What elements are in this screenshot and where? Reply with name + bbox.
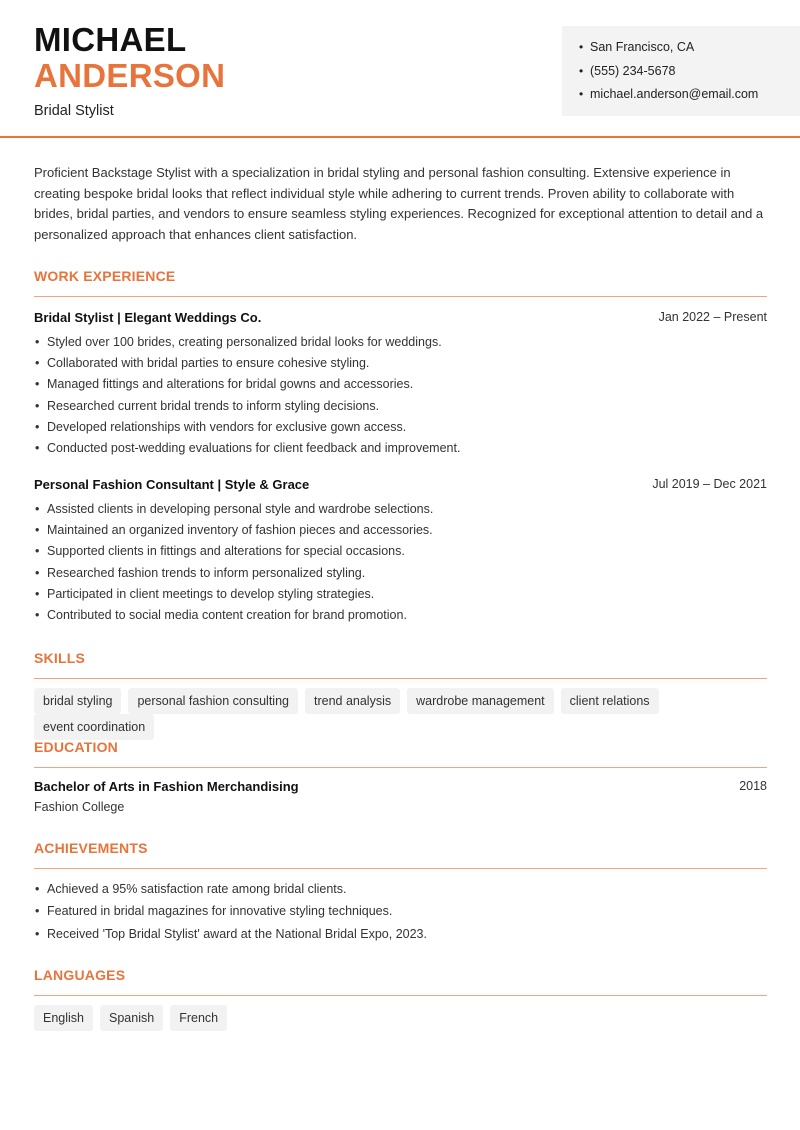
list-item: • Featured in bridal magazines for innovative styling techniques. — [34, 900, 767, 922]
education-year: 2018 — [739, 779, 767, 793]
list-item: • Maintained an organized inventory of fashion pieces and accessories. — [34, 520, 767, 541]
job-role: Bridal Stylist | Elegant Weddings Co. — [34, 310, 262, 325]
contact-box — [562, 26, 800, 116]
education-heading: EDUCATION — [34, 739, 767, 768]
list-item: • Assisted clients in developing personal style and wardrobe selections. — [34, 499, 767, 520]
skill-chip: trend analysis — [305, 688, 400, 714]
skill-chip: client relations — [561, 688, 659, 714]
job-dates: Jan 2022 – Present — [658, 310, 767, 324]
language-chip: French — [170, 1005, 227, 1031]
last-name: ANDERSON — [34, 57, 226, 94]
job-title: Bridal Stylist — [34, 103, 114, 119]
list-item: • Achieved a 95% satisfaction rate among bridal clients. — [34, 878, 767, 900]
first-name: MICHAEL — [34, 21, 187, 58]
list-item: • Developed relationships with vendors for exclusive gown access. — [34, 417, 767, 438]
list-item: • Researched fashion trends to inform personalized styling. — [34, 563, 767, 584]
list-item: • Conducted post-wedding evaluations for client feedback and improvement. — [34, 438, 767, 459]
language-chip: English — [34, 1005, 93, 1031]
contact-phone: • (555) 234-5678 — [579, 60, 800, 84]
contact-email: • michael.anderson@email.com — [579, 83, 800, 107]
list-item: • Managed fittings and alterations for bridal gowns and accessories. — [34, 374, 767, 395]
skills-heading: SKILLS — [34, 650, 767, 679]
education-school: Fashion College — [34, 800, 125, 814]
list-item: • Supported clients in fittings and alterations for special occasions. — [34, 541, 767, 562]
achievements-list — [34, 878, 767, 945]
summary-paragraph: Proficient Backstage Stylist with a specialization in bridal styling and personal fashion consulting. Extensive experience in creating bespoke bridal looks that reflect individual style while adhering to current trends. Proven ability to collaborate with brides, bridal parties, and vendors to ensure seamless styling experiences. Recognized for exceptional attention to detail and a personalized approach that enhances client satisfaction. — [34, 165, 764, 242]
skill-chip: event coordination — [34, 714, 154, 740]
job-header — [34, 310, 767, 328]
skills-list — [34, 688, 774, 734]
skill-chip: personal fashion consulting — [128, 688, 298, 714]
job-header — [34, 477, 767, 495]
list-item: • Received 'Top Bridal Stylist' award at the National Bridal Expo, 2023. — [34, 923, 767, 945]
job-bullets — [34, 499, 767, 626]
job-role: Personal Fashion Consultant | Style & Grace — [34, 477, 310, 492]
list-item: • Collaborated with bridal parties to ensure cohesive styling. — [34, 353, 767, 374]
list-item: • Styled over 100 brides, creating personalized bridal looks for weddings. — [34, 332, 767, 353]
resume-header — [0, 0, 800, 138]
list-item: • Contributed to social media content creation for brand promotion. — [34, 605, 767, 626]
achievements-heading: ACHIEVEMENTS — [34, 840, 767, 869]
languages-list — [34, 1005, 774, 1031]
language-chip: Spanish — [100, 1005, 163, 1031]
name-block — [34, 22, 225, 119]
skill-chip: wardrobe management — [407, 688, 554, 714]
job-dates: Jul 2019 – Dec 2021 — [652, 477, 767, 491]
job-bullets — [34, 332, 767, 459]
list-item: • Researched current bridal trends to inform styling decisions. — [34, 396, 767, 417]
skill-chip: bridal styling — [34, 688, 121, 714]
list-item: • Participated in client meetings to develop styling strategies. — [34, 584, 767, 605]
languages-heading: LANGUAGES — [34, 967, 767, 996]
work-experience-heading: WORK EXPERIENCE — [34, 268, 767, 297]
education-degree: Bachelor of Arts in Fashion Merchandising — [34, 779, 299, 794]
contact-location: • San Francisco, CA — [579, 36, 800, 60]
